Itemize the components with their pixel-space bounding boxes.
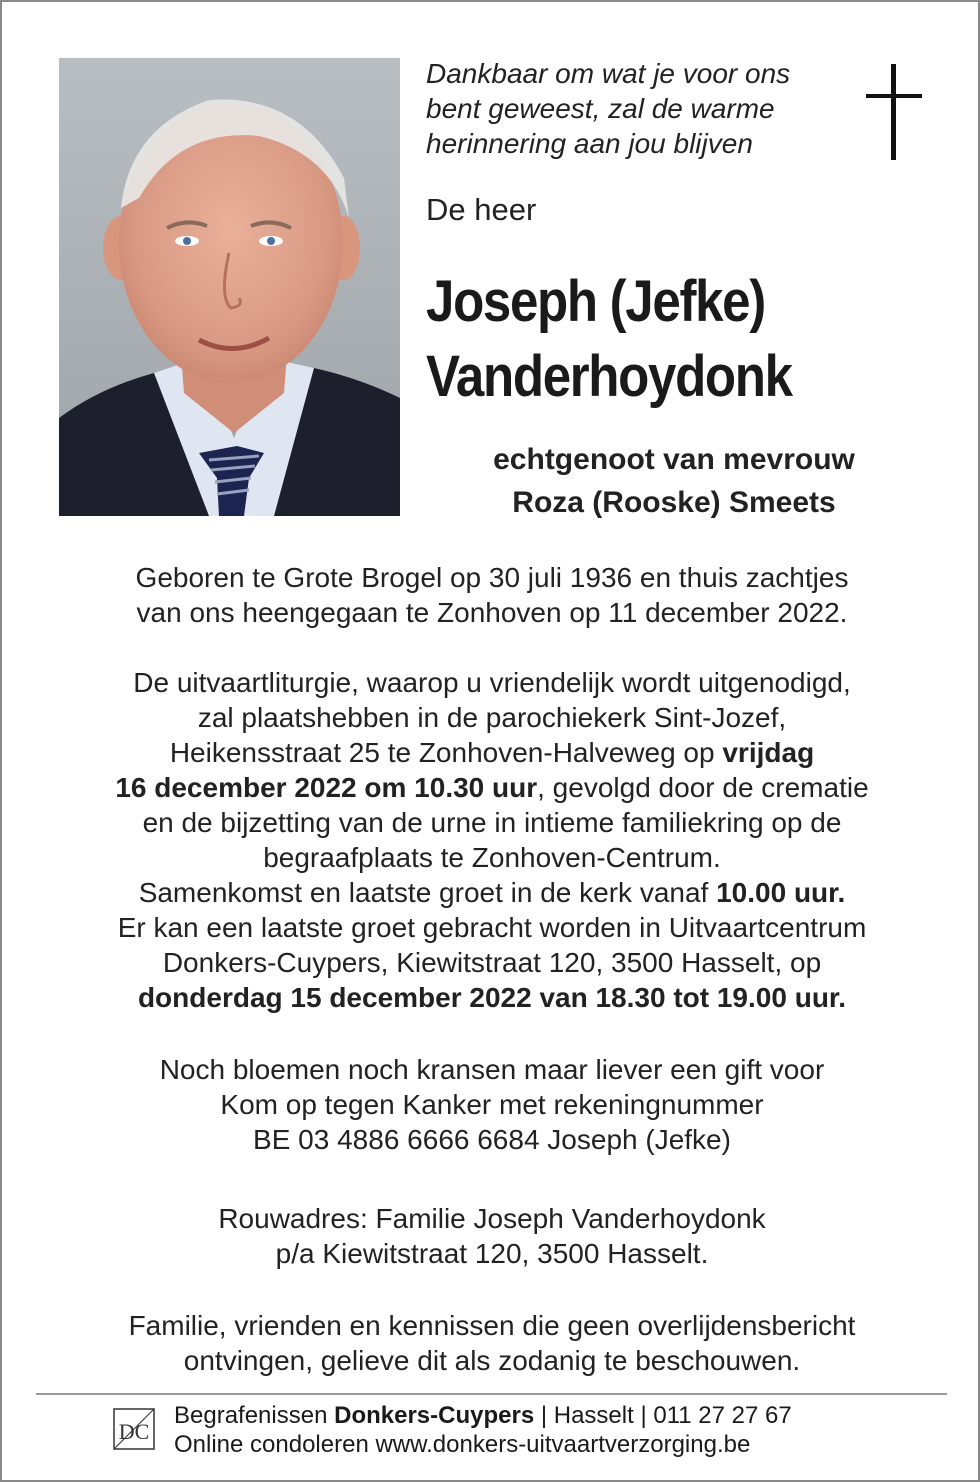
funeral-home-name: Donkers-Cuypers	[334, 1402, 535, 1429]
logo-text: DC	[118, 1419, 150, 1444]
spouse-info	[414, 438, 934, 524]
quote-line: bent geweest, zal de warme	[426, 93, 775, 124]
birth-death-paragraph	[2, 560, 980, 630]
text-span: Heikensstraat 25 te Zonhoven-Halveweg op	[169, 737, 723, 768]
funeral-datetime: 16 december 2022 om 10.30 uur	[115, 772, 538, 803]
donation-paragraph	[2, 1052, 980, 1157]
text-line: begraafplaats te Zonhoven-Centrum.	[263, 842, 721, 873]
quote-line: Dankbaar om wat je voor ons	[426, 58, 791, 89]
text-line: BE 03 4886 6666 6684 Joseph (Jefke)	[253, 1124, 731, 1155]
name-line: Vanderhoydonk	[426, 344, 792, 409]
text-line: Noch bloemen noch kransen maar liever een gift voor	[159, 1054, 825, 1085]
footer-line: Online condoleren www.donkers-uitvaartverzorging.be	[174, 1431, 751, 1458]
gathering-time: 10.00 uur.	[716, 877, 846, 908]
footer-line	[174, 1401, 792, 1430]
funeral-paragraph	[2, 665, 980, 1015]
text-span: Samenkomst en laatste groet in de kerk vanaf	[138, 877, 717, 908]
notice-paragraph	[2, 1308, 980, 1378]
honorific: De heer	[426, 192, 537, 227]
text-line: p/a Kiewitstraat 120, 3500 Hasselt.	[275, 1238, 709, 1269]
text-line: Er kan een laatste groet gebracht worden in Uitvaartcentrum	[117, 912, 867, 943]
funeral-home-logo	[108, 1403, 160, 1455]
portrait-photo	[59, 58, 400, 516]
quote-line: herinnering aan jou blijven	[426, 128, 753, 159]
text-line: Familie, vrienden en kennissen die geen overlijdensbericht	[128, 1310, 856, 1341]
funeral-day: vrijdag	[722, 737, 815, 768]
farewell-datetime: donderdag 15 december 2022 van 18.30 tot 19.00 uur.	[137, 982, 847, 1013]
cross-icon	[866, 64, 922, 160]
name-line: Joseph (Jefke)	[426, 269, 765, 334]
text-line: De uitvaartliturgie, waarop u vriendelijk wordt uitgenodigd,	[133, 667, 851, 698]
text-span: , gevolgd door de crematie	[537, 772, 869, 803]
text-line: ontvingen, gelieve dit als zodanig te beschouwen.	[183, 1345, 801, 1376]
spouse-line: Roza (Rooske) Smeets	[512, 486, 836, 519]
text-line: Rouwadres: Familie Joseph Vanderhoydonk	[218, 1203, 766, 1234]
text-line	[2, 735, 980, 770]
text-span: | Hasselt | 011 27 27 67	[534, 1402, 792, 1429]
memorial-quote	[426, 56, 846, 161]
text-line: Geboren te Grote Brogel op 30 juli 1936 en thuis zachtjes	[135, 562, 849, 593]
text-line	[2, 875, 980, 910]
mourning-address	[2, 1201, 980, 1271]
footer	[174, 1401, 792, 1459]
text-line: en de bijzetting van de urne in intieme familiekring op de	[142, 807, 842, 838]
spouse-line: echtgenoot van mevrouw	[493, 443, 855, 476]
text-line	[2, 770, 980, 805]
text-line: Donkers-Cuypers, Kiewitstraat 120, 3500 Hasselt, op	[162, 947, 822, 978]
footer-divider	[36, 1393, 947, 1395]
text-line: van ons heengegaan te Zonhoven op 11 december 2022.	[136, 597, 848, 628]
portrait-illustration	[59, 58, 400, 516]
deceased-name	[426, 264, 884, 414]
text-span: Begrafenissen	[174, 1402, 335, 1429]
text-line: Kom op tegen Kanker met rekeningnummer	[220, 1089, 764, 1120]
text-line: zal plaatshebben in de parochiekerk Sint-Jozef,	[197, 702, 787, 733]
